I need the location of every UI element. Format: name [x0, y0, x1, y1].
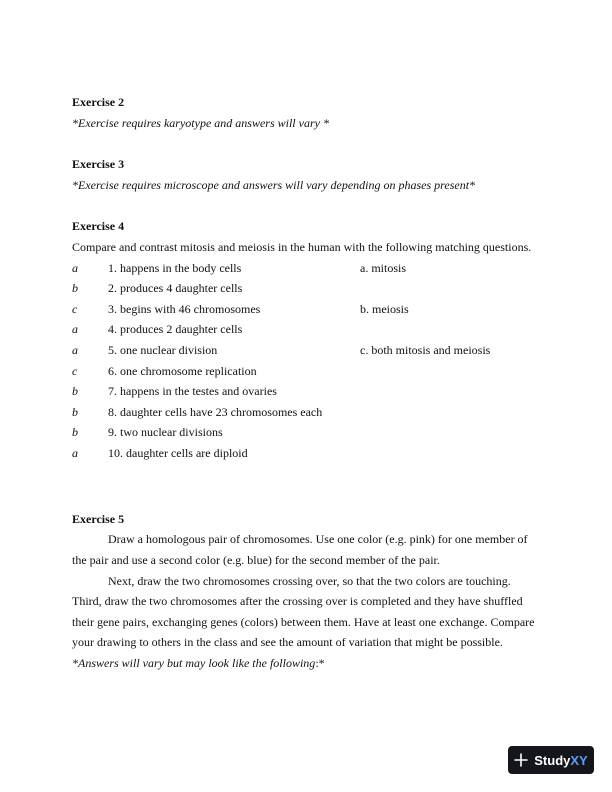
- question-7: 7. happens in the testes and ovaries: [108, 384, 277, 398]
- exercise-5-heading: Exercise 5: [72, 512, 125, 526]
- question-1: 1. happens in the body cells: [108, 261, 242, 275]
- answer-2: b: [72, 281, 78, 295]
- question-6: 6. one chromosome replication: [108, 364, 257, 378]
- answer-9: b: [72, 425, 78, 439]
- exercise-5-line-4: Third, draw the two chromosomes after the crossing over is completed and they have shuffled: [72, 594, 523, 608]
- question-4: 4. produces 2 daughter cells: [108, 322, 243, 336]
- exercise-5-line-6: your drawing to others in the class and see the amount of variation that might be possible.: [72, 635, 503, 649]
- studyxy-logo[interactable]: [508, 746, 594, 774]
- answer-8: b: [72, 405, 78, 419]
- studyxy-suffix: XY: [570, 752, 588, 768]
- answer-3: c: [72, 302, 78, 316]
- question-8: 8. daughter cells have 23 chromosomes each: [108, 405, 323, 419]
- answer-4: a: [72, 322, 78, 336]
- option-meiosis: b. meiosis: [360, 302, 409, 316]
- option-mitosis: a. mitosis: [360, 261, 407, 275]
- question-3: 3. begins with 46 chromosomes: [108, 302, 261, 316]
- answer-1: a: [72, 261, 78, 275]
- answer-7: b: [72, 384, 78, 398]
- question-5: 5. one nuclear division: [108, 343, 218, 357]
- exercise-3-note: *Exercise requires microscope and answers will vary depending on phases present*: [72, 178, 476, 192]
- question-9: 9. two nuclear divisions: [108, 425, 223, 439]
- exercise-3-heading: Exercise 3: [72, 157, 125, 171]
- answer-6: c: [72, 364, 78, 378]
- option-both: c. both mitosis and meiosis: [360, 343, 491, 357]
- answer-5: a: [72, 343, 78, 357]
- exercise-4-heading: Exercise 4: [72, 219, 125, 233]
- answer-10: a: [72, 446, 78, 460]
- plus-icon: [514, 753, 528, 767]
- exercise-5-line-1: Draw a homologous pair of chromosomes. Use one color (e.g. pink) for one member of: [108, 532, 528, 546]
- exercise-2-heading: Exercise 2: [72, 95, 125, 109]
- exercise-2-note: *Exercise requires karyotype and answers will vary *: [72, 116, 329, 130]
- exercise-5-line-5: their gene pairs, exchanging genes (colors) between them. Have at least one exchange. Compare: [72, 615, 535, 629]
- exercise-5-note: [72, 656, 325, 670]
- question-10: 10. daughter cells are diploid: [108, 446, 248, 460]
- exercise-5-line-3: Next, draw the two chromosomes crossing over, so that the two colors are touching.: [108, 574, 511, 588]
- studyxy-wordmark: [534, 753, 587, 768]
- question-2: 2. produces 4 daughter cells: [108, 281, 243, 295]
- exercise-5-line-2: the pair and use a second color (e.g. blue) for the second member of the pair.: [72, 553, 440, 567]
- exercise-5-note-suffix: :*: [315, 656, 325, 670]
- exercise-4-intro: Compare and contrast mitosis and meiosis in the human with the following matching questions.: [72, 240, 532, 254]
- studyxy-prefix: Study: [534, 752, 571, 768]
- exercise-5-note-text: *Answers will vary but may look like the following: [72, 656, 316, 670]
